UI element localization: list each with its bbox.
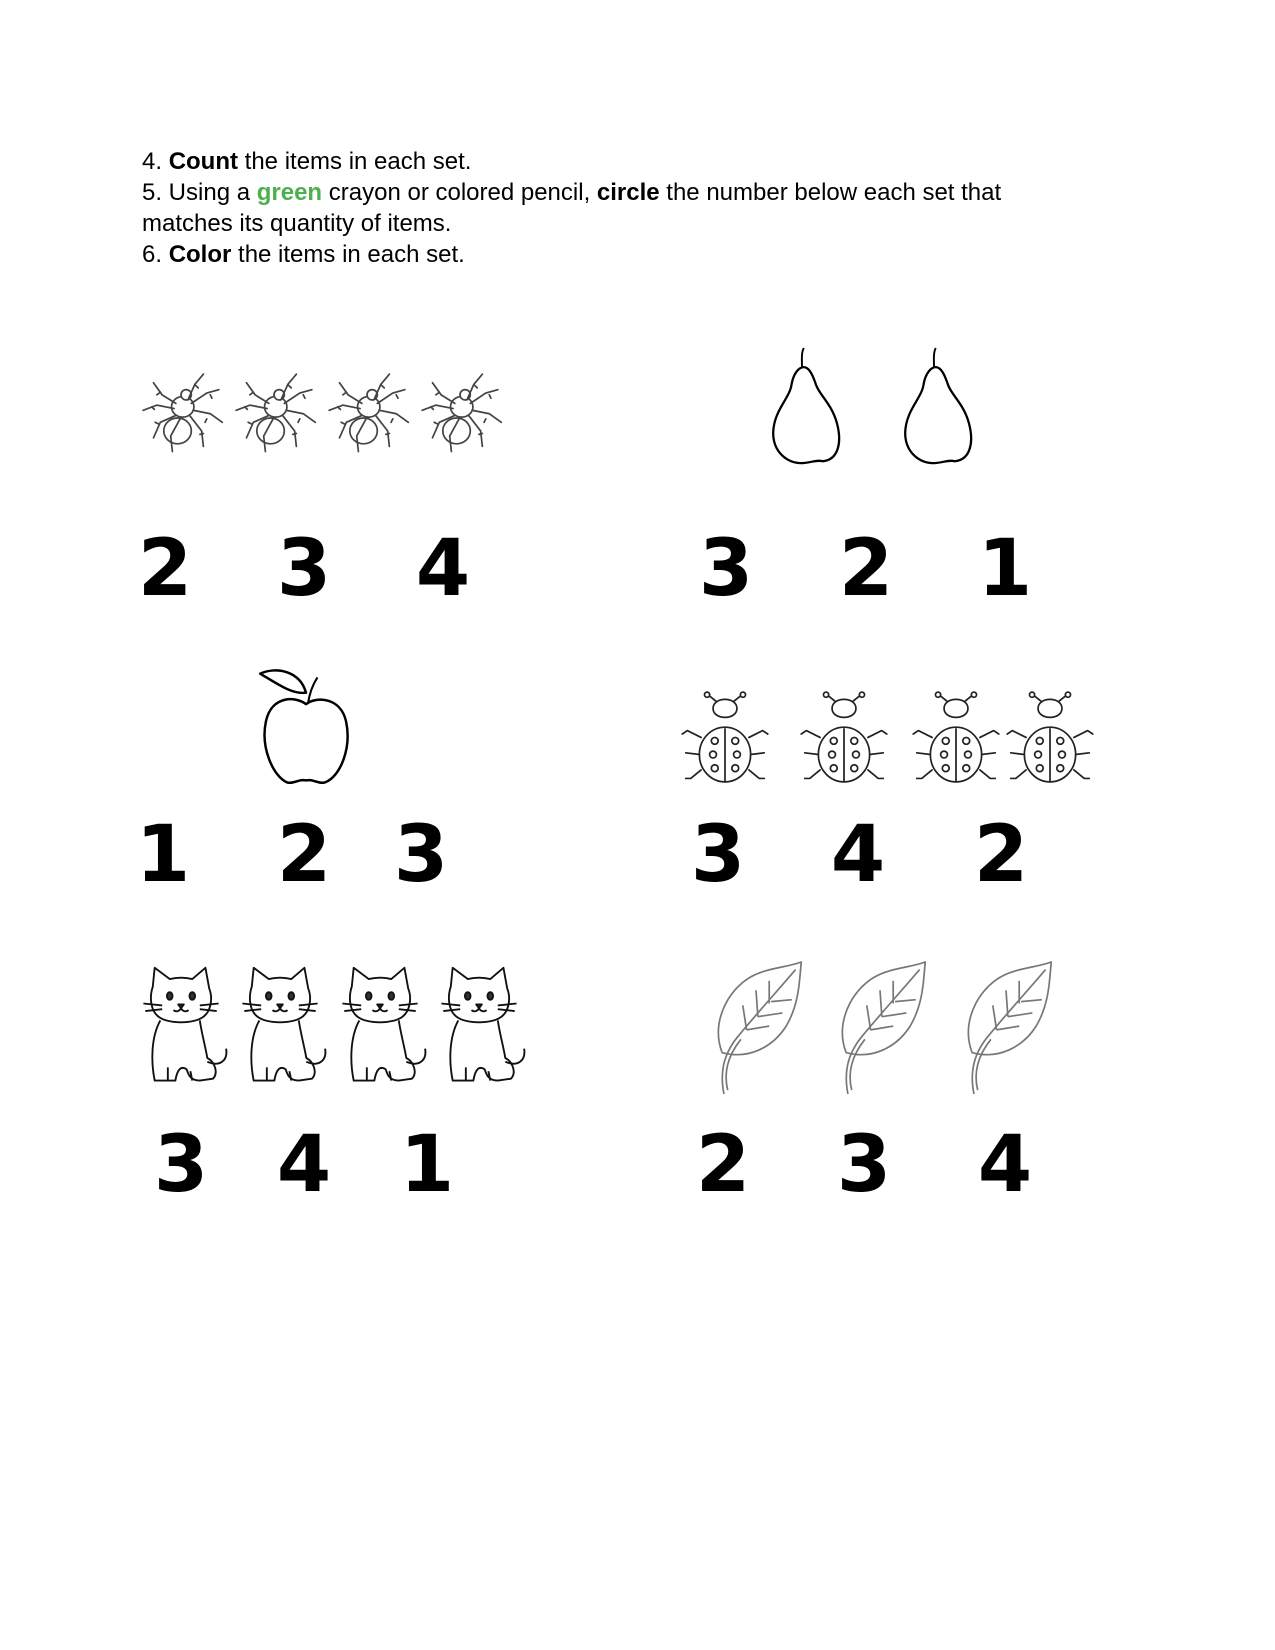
kitten-icon — [233, 962, 327, 1092]
spider-icon — [324, 364, 410, 460]
ladybug-icon — [912, 693, 1000, 787]
number-option[interactable]: 3 — [836, 1120, 892, 1210]
number-option[interactable]: 4 — [415, 524, 471, 614]
instruction-5: 5. Using a green crayon or colored pencil, circle the number below each set that matches its quantity of items. — [142, 179, 1002, 237]
leaf-icon — [830, 962, 930, 1094]
number-option[interactable]: 1 — [977, 524, 1033, 614]
ladybug-icon — [1006, 693, 1094, 787]
number-option[interactable]: 2 — [137, 524, 193, 614]
number-option[interactable]: 4 — [977, 1120, 1033, 1210]
number-option[interactable]: 3 — [153, 1120, 209, 1210]
instructions — [142, 146, 1062, 270]
spider-icon — [417, 364, 503, 460]
number-option[interactable]: 1 — [399, 1120, 455, 1210]
kitten-icon — [432, 962, 526, 1092]
number-option[interactable]: 1 — [135, 810, 191, 900]
leaf-icon — [956, 962, 1056, 1094]
spider-icon — [138, 364, 224, 460]
apple-icon — [256, 666, 356, 790]
number-option[interactable]: 2 — [695, 1120, 751, 1210]
number-option[interactable]: 2 — [973, 810, 1029, 900]
pear-icon — [758, 348, 846, 470]
instruction-6: 6. Color the items in each set. — [142, 241, 465, 268]
number-option[interactable]: 4 — [830, 810, 886, 900]
number-option[interactable]: 2 — [838, 524, 894, 614]
number-option[interactable]: 3 — [276, 524, 332, 614]
pear-icon — [890, 348, 978, 470]
leaf-icon — [706, 962, 806, 1094]
ladybug-icon — [681, 693, 769, 787]
spider-icon — [231, 364, 317, 460]
ladybug-icon — [800, 693, 888, 787]
number-option[interactable]: 3 — [698, 524, 754, 614]
number-option[interactable]: 4 — [276, 1120, 332, 1210]
kitten-icon — [134, 962, 228, 1092]
kitten-icon — [333, 962, 427, 1092]
instruction-4: 4. Count the items in each set. — [142, 148, 472, 175]
number-option[interactable]: 2 — [276, 810, 332, 900]
number-option[interactable]: 3 — [393, 810, 449, 900]
number-option[interactable]: 3 — [690, 810, 746, 900]
